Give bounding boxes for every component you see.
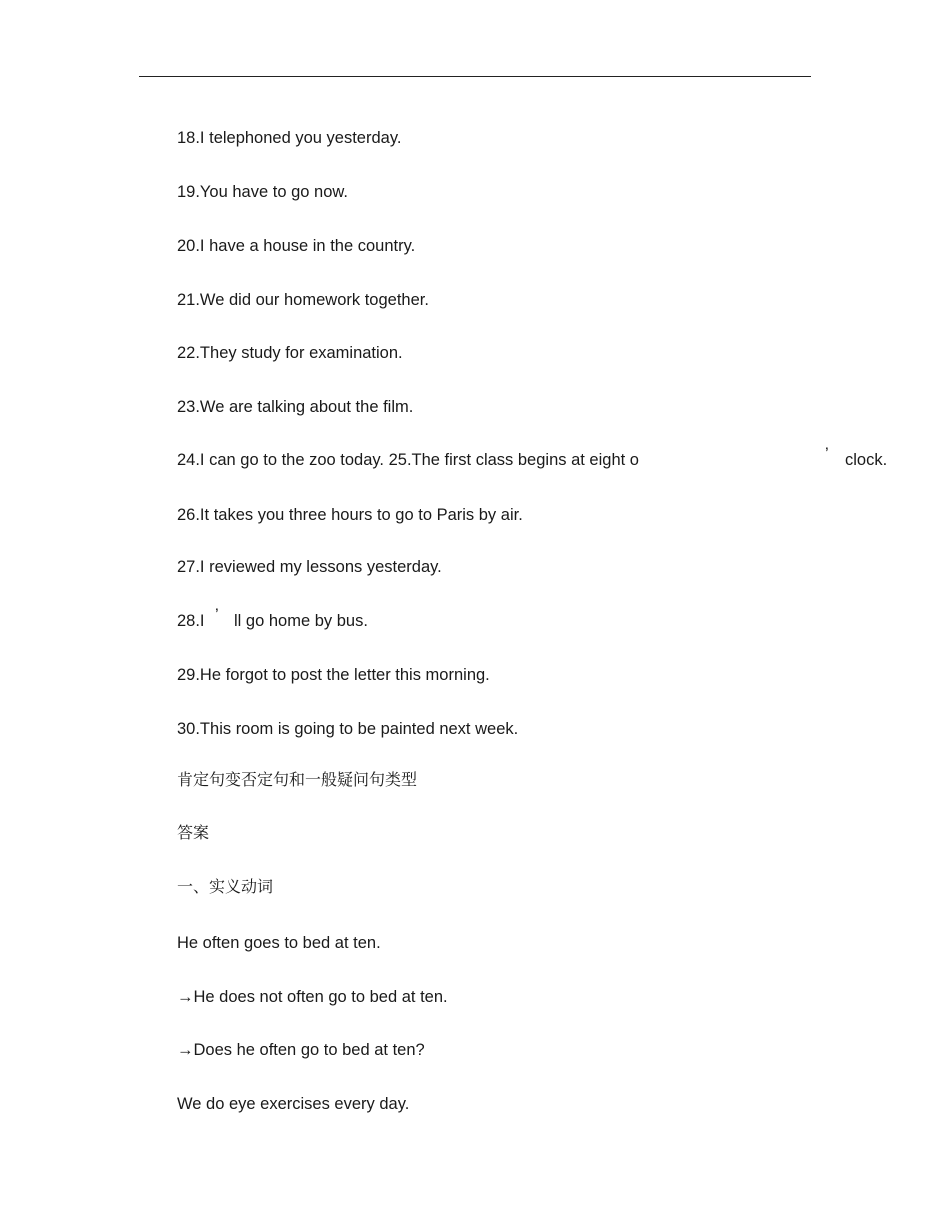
sentence-19: 19.You have to go now. [177,183,348,201]
sentence-18: 18.I telephoned you yesterday. [177,129,402,147]
sentence-30: 30.This room is going to be painted next week. [177,720,519,738]
example-question: →Does he often go to bed at ten? [177,1041,425,1059]
sentence-20: 20.I have a house in the country. [177,237,416,255]
sentence-27: 27.I reviewed my lessons yesterday. [177,558,442,576]
section-heading: 肯定句变否定句和一般疑问句类型 [177,770,418,789]
sentence-23: 23.We are talking about the film. [177,398,414,416]
sentence-24-25: 24.I can go to the zoo today. 25.The first class begins at eight o [177,451,639,469]
header-rule [139,76,811,77]
answer-label: 答案 [177,823,210,842]
sentence-29: 29.He forgot to post the letter this morning. [177,666,490,684]
example-negative: →He does not often go to bed at ten. [177,988,448,1006]
apostrophe: ’ [215,606,219,624]
sentence-21: 21.We did our homework together. [177,291,429,309]
sentence-28-end: ll go home by bus. [234,612,368,630]
sentence-28: 28.I [177,612,205,630]
sentence-26: 26.It takes you three hours to go to Paris by air. [177,506,523,524]
sentence-22: 22.They study for examination. [177,344,403,362]
example-sentence-2: We do eye exercises every day. [177,1095,410,1113]
subheading: 一、实义动词 [177,877,274,896]
sentence-25-end: clock. [845,451,888,469]
example-sentence: He often goes to bed at ten. [177,934,381,952]
apostrophe: ’ [825,445,829,463]
